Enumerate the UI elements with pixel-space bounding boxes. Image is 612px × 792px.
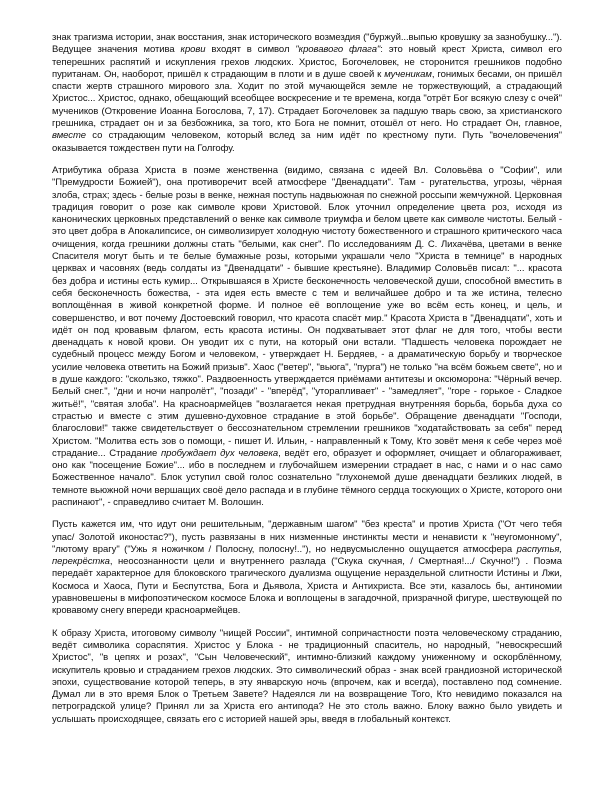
text-run: , гонимых бесами, он пришёл спасти жертв страшного мирового зла. Ходит по этой мучающейся земле не торжествующий, а страдающий Христос... Христос, однако, обещающий всеобщее воскресение и те времена, когда "отрёт Бог всякую слезу с очей" мучеников (Откровение Иоанна Богослова, 7, 17). Страдает Богочеловек за падшую тварь свою, за христианского грешника, страдает он и за безбожника, за того, кто Бога не помнит, отошёл от него. Но страдает Он, главное, [52,68,562,130]
text-run: К образу Христа, итоговому символу "нищей России", интимной сопричастности поэта человеческому страданию, ведёт символика сораспятия. Христос у Блока - не традиционный спаситель, но народный, "невоскресший Христос", "в цепях и розах", "Сын Человеческий", интимно-близкий каждому униженному и оскорблённому, искупитель кровью и страданием грехов людских. Это символический образ - знак всей грандиозной исторической эпохи, существование которой теперь, в эту январскую ночь (впрочем, как и всегда), поставлено под сомнение. Думал ли в это время Блок о Третьем Завете? Надеялся ли на возвращение Того, Кто невидимо показался на петроградской улице? Принял ли за Христа его антипода? Не это столь важно. Блоку важно было увидеть и услышать происходящее, связать его с историей нашей эры, введя в глобальный контекст. [52,627,562,725]
document-page [52,32,562,736]
text-run: Пусть кажется им, что идут они решительным, "державным шагом" "без креста" и против Христа ("От чего тебя упас/ Золотой иконостас?"), пусть развязаны в них низменные инстинкты мести и ненависти к "неугомонному", "лютому врагу" ("Ужь я ножичком / Полосну, полосну!.."), но недвусмысленно ощущается атмосфера [52,519,562,555]
italic-text-run: распутья, перекрёстка [52,543,562,568]
text-run: , ведёт его, образует и оформляет, очищает и облагораживает, оно как "посещение Божие"... ибо в последнем и глубочайшем измерении страдает в нас, с нами и о нас само Божественное начало". Блок уступил свой голос сознательно "глухонемой душе двенадцати безликих людей, в темноте вьюжной ночи вершащих своё дело распада и в глубине тёмного сердца тоскующих о Христе, которого они распинают", - справедливо считает М. Волошин. [52,447,562,508]
paragraph-2 [52,165,562,509]
italic-text-run: вместе [52,130,87,142]
text-run: , неосознанности цели и внутреннего разлада ("Скука скучная, / Смертная!.../ Скучно!") . Поэма передаёт характерное для блоковского трагического дуализма ощущение нераздельной слитности Истины и Лжи, Космоса и Хаоса, Пути и Беспутства, Бога и Дьявола, Христа и Антихриста. Все эти, казалось бы, антиномии уравновешены в мифопоэтическом космосе Блока и воплощены в загадочной, призрачной фигуре, шествующей по кровавому снегу впереди красноармейцев. [52,556,562,617]
text-run: со страдающим человеком, который вслед за ним идёт по крестному пути. Путь "вочеловечения" оказывается тождествен пути на Голгофу. [52,130,562,154]
italic-text-run: "кровавого флага" [295,44,381,56]
paragraph-3 [52,519,562,617]
text-run: входят в символ [205,44,296,56]
italic-text-run: крови [180,44,206,56]
italic-text-run: пробуждает дух человека [160,447,279,459]
text-run: Атрибутика образа Христа в поэме женственна (видимо, связана с идеей Вл. Соловьёва о "Софии", или "Премудрости Божией"), она противоречит всей атмосфере "Двенадцати". Там - ругательства, угрозы, чёрная злоба, страх; здесь - белые розы в венке, нежная поступь надвьюжная по снежной россыпи жемчужной. Церковная традиция говорит о розе как символе крови Христовой. Блок уточнил определение цвета роз, исходя из канонических церковных представлений о венке как символе триумфа и белом цвете как символе чистоты. Белый - это цвет добра в Апокалипсисе, он символизирует холодную чистоту божественного и страшного критического часа очищения, когда грешники должны стать "белыми, как снег". По исследованиям Д. С. Лихачёва, цветами в венке Спасителя могут быть и те белые бумажные розы, которыми украшали чело "Христа в темнице" в народных церквах и часовнях (ведь солдаты из "Двенадцати" - бывшие крестьяне). Владимир Соловьёв писал: "... красота без добра и истины есть кумир... Открывшаяся в Христе бесконечность человеческой души, способной вместить в себя бесконечность божества, - эта идея есть вместе с тем и величайшее добро и та же истина, телесно воплощённая в живой конкретной форме. И полное её воплощение уже во всём есть конец, и цель, и совершенство, и вот почему Достоевский говорил, что красота спасёт мир." Красота Христа в "Двенадцати", хоть и идёт он под кровавым флагом, есть красота истины. Он подхватывает этот флаг не для того, чтобы вести двенадцать к новой крови. Он уводит их с пути, на который они встали. "Падшесть человека порождает не судебный процесс между Богом и человеком, - утверждает Н. Бердяев, - а драматическую борьбу и творческое усилие человека ответить на Божий призыв". Хаос ("ветер", "вьюга", "пурга") не только "на всём божьем свете", но и в душе каждого: "скользко, тяжко". Раздвоенность утверждается приёмами антитезы и оксюморона: "Чёрный вечер. Белый снег.", "дни и ночи напролёт", "позади" - "вперёд", "уторапливает" - "замедляет", "горе - горькое - Сладкое житьё!", "святая злоба". На красноармейцев "возлагается некая претрудная внутренняя борьба, борьба духа со страстью и вместе с этим душевно-духовное страдание в этой борьбе". Обращение двенадцати "Господи, благослови!" также свидетельствует о бессознательном стремлении грешников "ходатайствовать за себя" перед Христом. "Молитва есть зов о помощи, - пишет И. Ильин, - направленный к Тому, Кто зовёт меня к себе через моё страдание... Страдание [52,164,562,459]
text-run: знак трагизма истории, знак восстания, знак исторического возмездия ("буржуй...выпью кровушку за зазнобушку..."). Ведущее значения мотива [52,32,562,56]
text-run: : это новый крест Христа, символ его теперешних распятий и искупления грехов людских. Христос, Богочеловек, не сторонится грешников подобно пуританам. Он, наоборот, пришёл к страдающим в плоти и в душе своей к [52,44,562,80]
italic-text-run: мученикам [384,68,432,80]
paragraph-4 [52,628,562,726]
paragraph-1 [52,32,562,155]
